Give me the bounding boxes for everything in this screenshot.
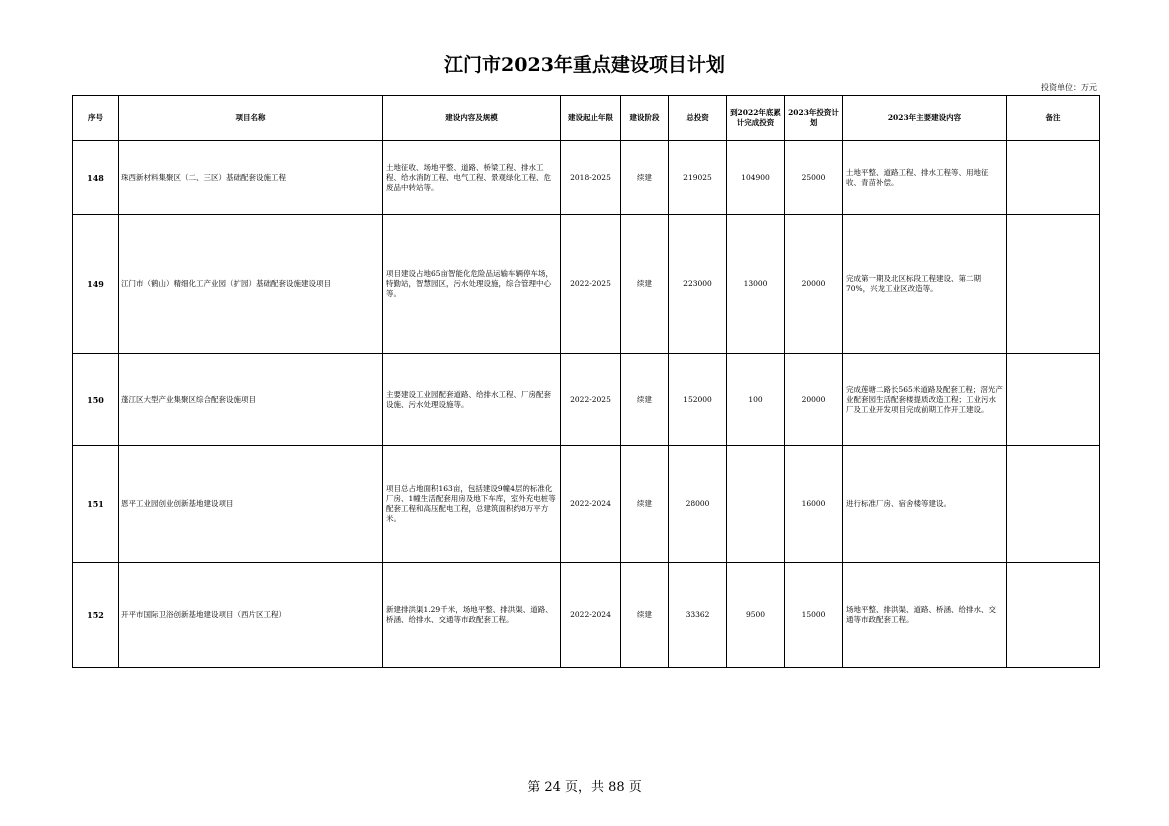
row-seq: 150 bbox=[73, 354, 119, 446]
row-plan: 16000 bbox=[785, 446, 843, 563]
row-content: 项目建设占地65亩智能化危险品运输车辆停车场，特勤站，智慧园区，污水处理设施，综合管理中心等。 bbox=[383, 215, 561, 354]
row-plan: 20000 bbox=[785, 215, 843, 354]
row-project-name: 蓬江区大型产业集聚区综合配套设施项目 bbox=[119, 354, 383, 446]
row-period: 2018-2025 bbox=[561, 141, 621, 215]
row-content: 土地征收、场地平整、道路、桥梁工程、排水工程、给水消防工程、电气工程、景观绿化工程、危废品中转站等。 bbox=[383, 141, 561, 215]
row-stage: 续建 bbox=[621, 215, 669, 354]
header-name: 项目名称 bbox=[119, 96, 383, 141]
row-stage: 续建 bbox=[621, 354, 669, 446]
row-plan: 25000 bbox=[785, 141, 843, 215]
row-done bbox=[727, 446, 785, 563]
row-total: 28000 bbox=[669, 446, 727, 563]
row-seq: 149 bbox=[73, 215, 119, 354]
row-period: 2022-2025 bbox=[561, 354, 621, 446]
row-total: 33362 bbox=[669, 563, 727, 668]
row-main-content: 进行标准厂房、宿舍楼等建设。 bbox=[843, 446, 1007, 563]
table-header-row bbox=[73, 96, 1100, 141]
row-stage: 续建 bbox=[621, 141, 669, 215]
row-remark bbox=[1007, 563, 1100, 668]
row-main-content: 场地平整、排洪渠、道路、桥涵、给排水、交通等市政配套工程。 bbox=[843, 563, 1007, 668]
row-project-name: 开平市国际卫浴创新基地建设项目（西片区工程） bbox=[119, 563, 383, 668]
header-main: 2023年主要建设内容 bbox=[843, 96, 1007, 141]
row-total: 223000 bbox=[669, 215, 727, 354]
row-period: 2022-2024 bbox=[561, 446, 621, 563]
table-row bbox=[73, 563, 1100, 668]
table-row bbox=[73, 446, 1100, 563]
row-done: 9500 bbox=[727, 563, 785, 668]
row-content: 新建排洪渠1.29千米，场地平整、排洪渠、道路、桥涵、给排水、交通等市政配套工程。 bbox=[383, 563, 561, 668]
row-project-name: 恩平工业园创业创新基地建设项目 bbox=[119, 446, 383, 563]
table-row bbox=[73, 215, 1100, 354]
header-content: 建设内容及规模 bbox=[383, 96, 561, 141]
investment-unit-note: 投资单位：万元 bbox=[1041, 83, 1097, 92]
row-remark bbox=[1007, 215, 1100, 354]
row-plan: 15000 bbox=[785, 563, 843, 668]
header-seq: 序号 bbox=[73, 96, 119, 141]
row-main-content: 土地平整、道路工程、排水工程等、用地征收、青苗补偿。 bbox=[843, 141, 1007, 215]
row-seq: 148 bbox=[73, 141, 119, 215]
row-stage: 续建 bbox=[621, 446, 669, 563]
row-main-content: 完成莲塘二路长565米道路及配套工程；滘光产业配套园生活配套楼提质改造工程；工业污水厂及工业开发项目完成前期工作开工建设。 bbox=[843, 354, 1007, 446]
row-total: 219025 bbox=[669, 141, 727, 215]
header-plan: 2023年投资计划 bbox=[785, 96, 843, 141]
row-total: 152000 bbox=[669, 354, 727, 446]
page-title: 江门市2023年重点建设项目计划 bbox=[444, 54, 725, 76]
row-seq: 152 bbox=[73, 563, 119, 668]
row-remark bbox=[1007, 446, 1100, 563]
row-done: 13000 bbox=[727, 215, 785, 354]
page-number-footer: 第 24 页，共 88 页 bbox=[527, 780, 642, 795]
table-row bbox=[73, 141, 1100, 215]
row-content: 项目总占地面积163亩，包括建设9幢4层的标准化厂房、1幢生活配套用房及地下车库，室外充电桩等配套工程和高压配电工程，总建筑面积约8万平方米。 bbox=[383, 446, 561, 563]
row-done: 100 bbox=[727, 354, 785, 446]
row-plan: 20000 bbox=[785, 354, 843, 446]
header-total: 总投资 bbox=[669, 96, 727, 141]
table-row bbox=[73, 354, 1100, 446]
project-plan-table bbox=[72, 95, 1100, 668]
row-period: 2022-2024 bbox=[561, 563, 621, 668]
row-stage: 续建 bbox=[621, 563, 669, 668]
row-project-name: 珠西新材料集聚区（二、三区）基础配套设施工程 bbox=[119, 141, 383, 215]
header-remark: 备注 bbox=[1007, 96, 1100, 141]
row-content: 主要建设工业园配套道路、给排水工程、厂房配套设施、污水处理设施等。 bbox=[383, 354, 561, 446]
header-done: 到2022年底累计完成投资 bbox=[727, 96, 785, 141]
row-project-name: 江门市（鹤山）精细化工产业园（扩园）基础配套设施建设项目 bbox=[119, 215, 383, 354]
row-done: 104900 bbox=[727, 141, 785, 215]
row-remark bbox=[1007, 141, 1100, 215]
row-remark bbox=[1007, 354, 1100, 446]
row-period: 2022-2025 bbox=[561, 215, 621, 354]
header-stage: 建设阶段 bbox=[621, 96, 669, 141]
header-period: 建设起止年限 bbox=[561, 96, 621, 141]
row-main-content: 完成第一期及北区标段工程建设、第二期70%，兴龙工业区改造等。 bbox=[843, 215, 1007, 354]
row-seq: 151 bbox=[73, 446, 119, 563]
